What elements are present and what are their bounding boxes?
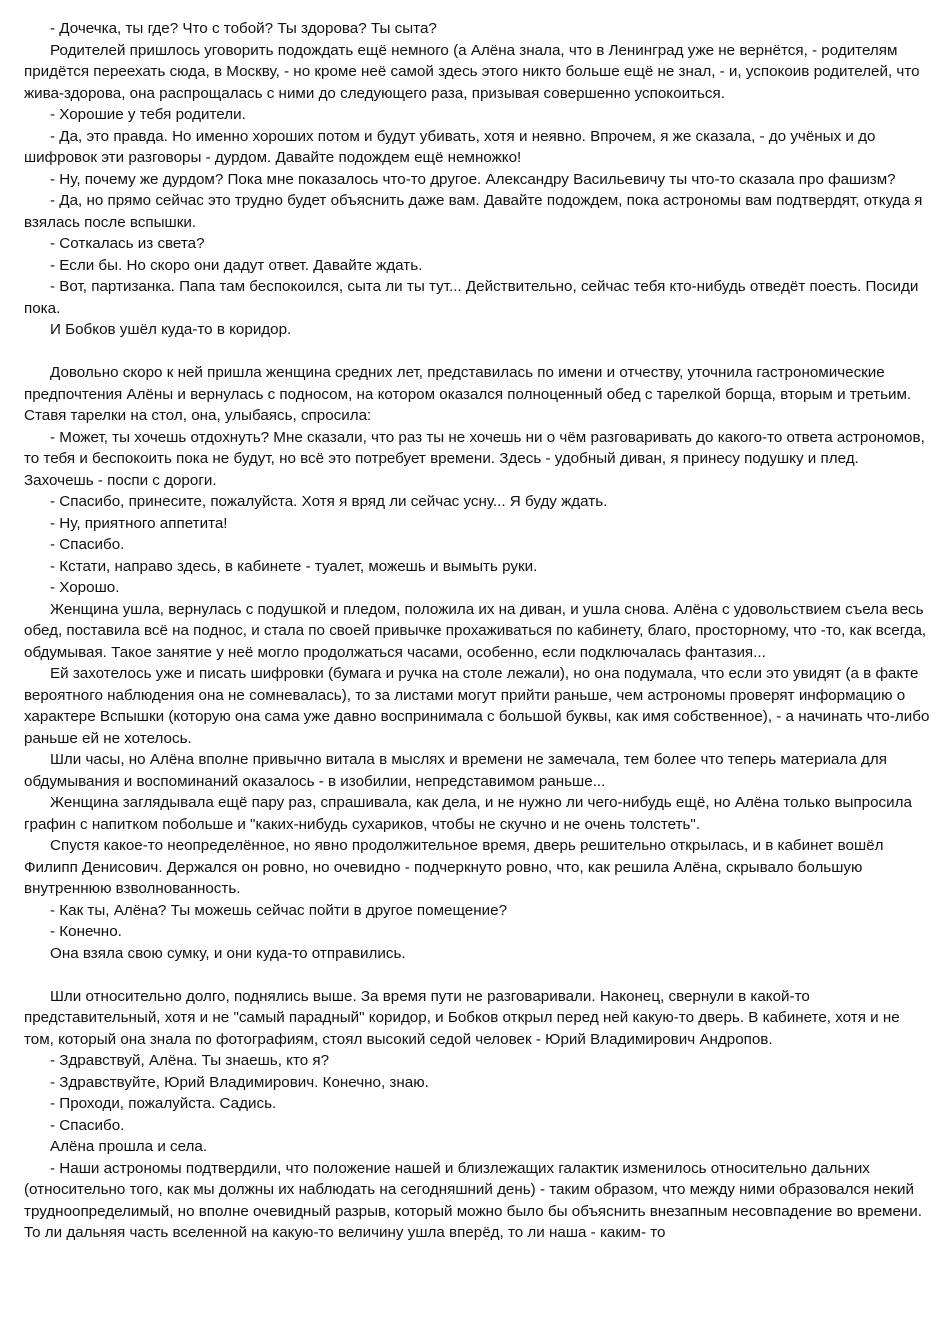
paragraph: - Конечно. [50,923,122,940]
paragraph: - Кстати, направо здесь, в кабинете - туалет, можешь и вымыть руки. [50,557,538,575]
paragraph: - Ну, приятного аппетита! [50,514,228,532]
paragraph: Шли относительно долго, поднялись выше. За время пути не разговаривали. Наконец, свернули в какой-то представительный, хотя и не "самый парадный" коридор, и Бобков открыл перед ней какую-то дверь. В кабинете, хотя и не том, который она знала по фотографиям, стоял высокий седой человек - Юрий Владимирович Андропов. [24,987,900,1048]
paragraph: - Соткалась из света? [50,235,205,252]
paragraph: Алёна прошла и села. [50,1138,208,1155]
paragraph: - Дочечка, ты где? Что с тобой? Ты здорова? Ты сыта? [50,20,437,37]
paragraph: - Проходи, пожалуйста. Садись. [50,1095,277,1112]
paragraph: - Спасибо, принесите, пожалуйста. Хотя я вряд ли сейчас усну... Я буду ждать. [50,493,608,510]
paragraph: Ей захотелось уже и писать шифровки (бумага и ручка на столе лежали), но она подумала, что если это увидят (а в факте вероятного наблюдения она не сомневалась), то за листами могут прийти раньше, чем астрономы проверят информацию о характере Вспышки (которую она сама уже давно воспринимала с большой буквы, как имя собственное), - а начинать что-либо раньше ей не хотелось. [24,665,930,747]
paragraph: Спустя какое-то неопределённое, но явно продолжительное время, дверь решительно открылась, и в кабинет вошёл Филипп Денисович. Держался он ровно, но очевидно - подчеркнуто ровно, что, как решила Алёна, скрывало большую внутреннюю взволнованность. [24,837,884,897]
paragraph: - Да, но прямо сейчас это трудно будет объяснить даже вам. Давайте подождем, пока астрономы вам подтвердят, откуда я взялась после вспышки. [24,192,923,231]
paragraph: - Спасибо. [50,536,125,553]
paragraph: Родителей пришлось уговорить подождать ещё немного (а Алёна знала, что в Ленинград уже не вернётся, - родителям придётся переехать сюда, в Москву, - но кроме неё самой здесь этого никто больше ещё не знал, - и, успокоив родителей, что жива-здорова, она распрощалась с ними до следующего раза, призывая совершенно успокоиться. [24,41,920,102]
paragraph: Женщина ушла, вернулась с подушкой и пледом, положила их на диван, и ушла снова. Алёна с удовольствием съела весь обед, поставила всё на поднос, и стала по своей привычке прохаживаться по кабинету, благо, просторному, что -то, как всегда, обдумывая. Такое занятие у неё могло продолжаться часами, особенно, если подключалась фантазия... [24,600,927,661]
paragraph: Она взяла свою сумку, и они куда-то отправились. [50,944,406,962]
paragraph: Женщина заглядывала ещё пару раз, спрашивала, как дела, и не нужно ли чего-нибудь ещё, но Алёна только выпросила графин с напитком побольше и "каких-нибудь сухариков, чтобы не скучно и не очень толстеть". [24,794,912,833]
section-break [24,964,932,986]
paragraph: - Здравствуйте, Юрий Владимирович. Конечно, знаю. [50,1073,429,1091]
paragraph: - Наши астрономы подтвердили, что положение нашей и близлежащих галактик изменилось относительно дальних (относительно того, как мы должны их наблюдать на сегодняшний день) - таким образом, что между ними образовался некий трудноопределимый, но вполне очевидный разрыв, который можно было бы объяснить внезапным несовпадение во времени. То ли дальняя часть вселенной на какую-то величину ушла вперёд, то ли наша - каким- то [24,1159,923,1241]
paragraph: - Хорошие у тебя родители. [50,106,246,123]
paragraph: - Ну, почему же дурдом? Пока мне показалось что-то другое. Александру Васильевичу ты что-то сказала про фашизм? [50,170,896,188]
paragraph: И Бобков ушёл куда-то в коридор. [50,321,292,338]
paragraph: - Хорошо. [50,579,120,596]
paragraph: - Как ты, Алёна? Ты можешь сейчас пойти в другое помещение? [50,901,508,919]
paragraph: Шли часы, но Алёна вполне привычно витала в мыслях и времени не замечала, тем более что теперь материала для обдумывания и воспоминаний оказалось - в изобилии, непредставимом раньше... [24,751,887,790]
paragraph: Довольно скоро к ней пришла женщина средних лет, представилась по имени и отчеству, уточнила гастрономические предпочтения Алёны и вернулась с подносом, на котором оказался полноценный обед с тарелкой борща, вторым и третьим. Ставя тарелки на стол, она, улыбаясь, спросила: [24,364,912,424]
section-break [24,341,932,363]
paragraph: - Да, это правда. Но именно хороших потом и будут убивать, хотя и неявно. Впрочем, я же сказала, - до учёных и до шифровок эти разговоры - дурдом. Давайте подождем ещё немножко! [24,127,876,166]
paragraph: - Может, ты хочешь отдохнуть? Мне сказали, что раз ты не хочешь ни о чём разговаривать до какого-то ответа астрономов, то тебя и беспокоить пока не будут, но всё это потребует времени. Здесь - удобный диван, я принесу подушку и плед. Захочешь - поспи с дороги. [24,428,925,489]
paragraph: - Если бы. Но скоро они дадут ответ. Давайте ждать. [50,256,423,274]
paragraph: - Здравствуй, Алёна. Ты знаешь, кто я? [50,1052,330,1069]
paragraph: - Вот, партизанка. Папа там беспокоился, сыта ли ты тут... Действительно, сейчас тебя кто-нибудь отведёт поесть. Посиди пока. [24,278,919,317]
paragraph: - Спасибо. [50,1116,125,1134]
